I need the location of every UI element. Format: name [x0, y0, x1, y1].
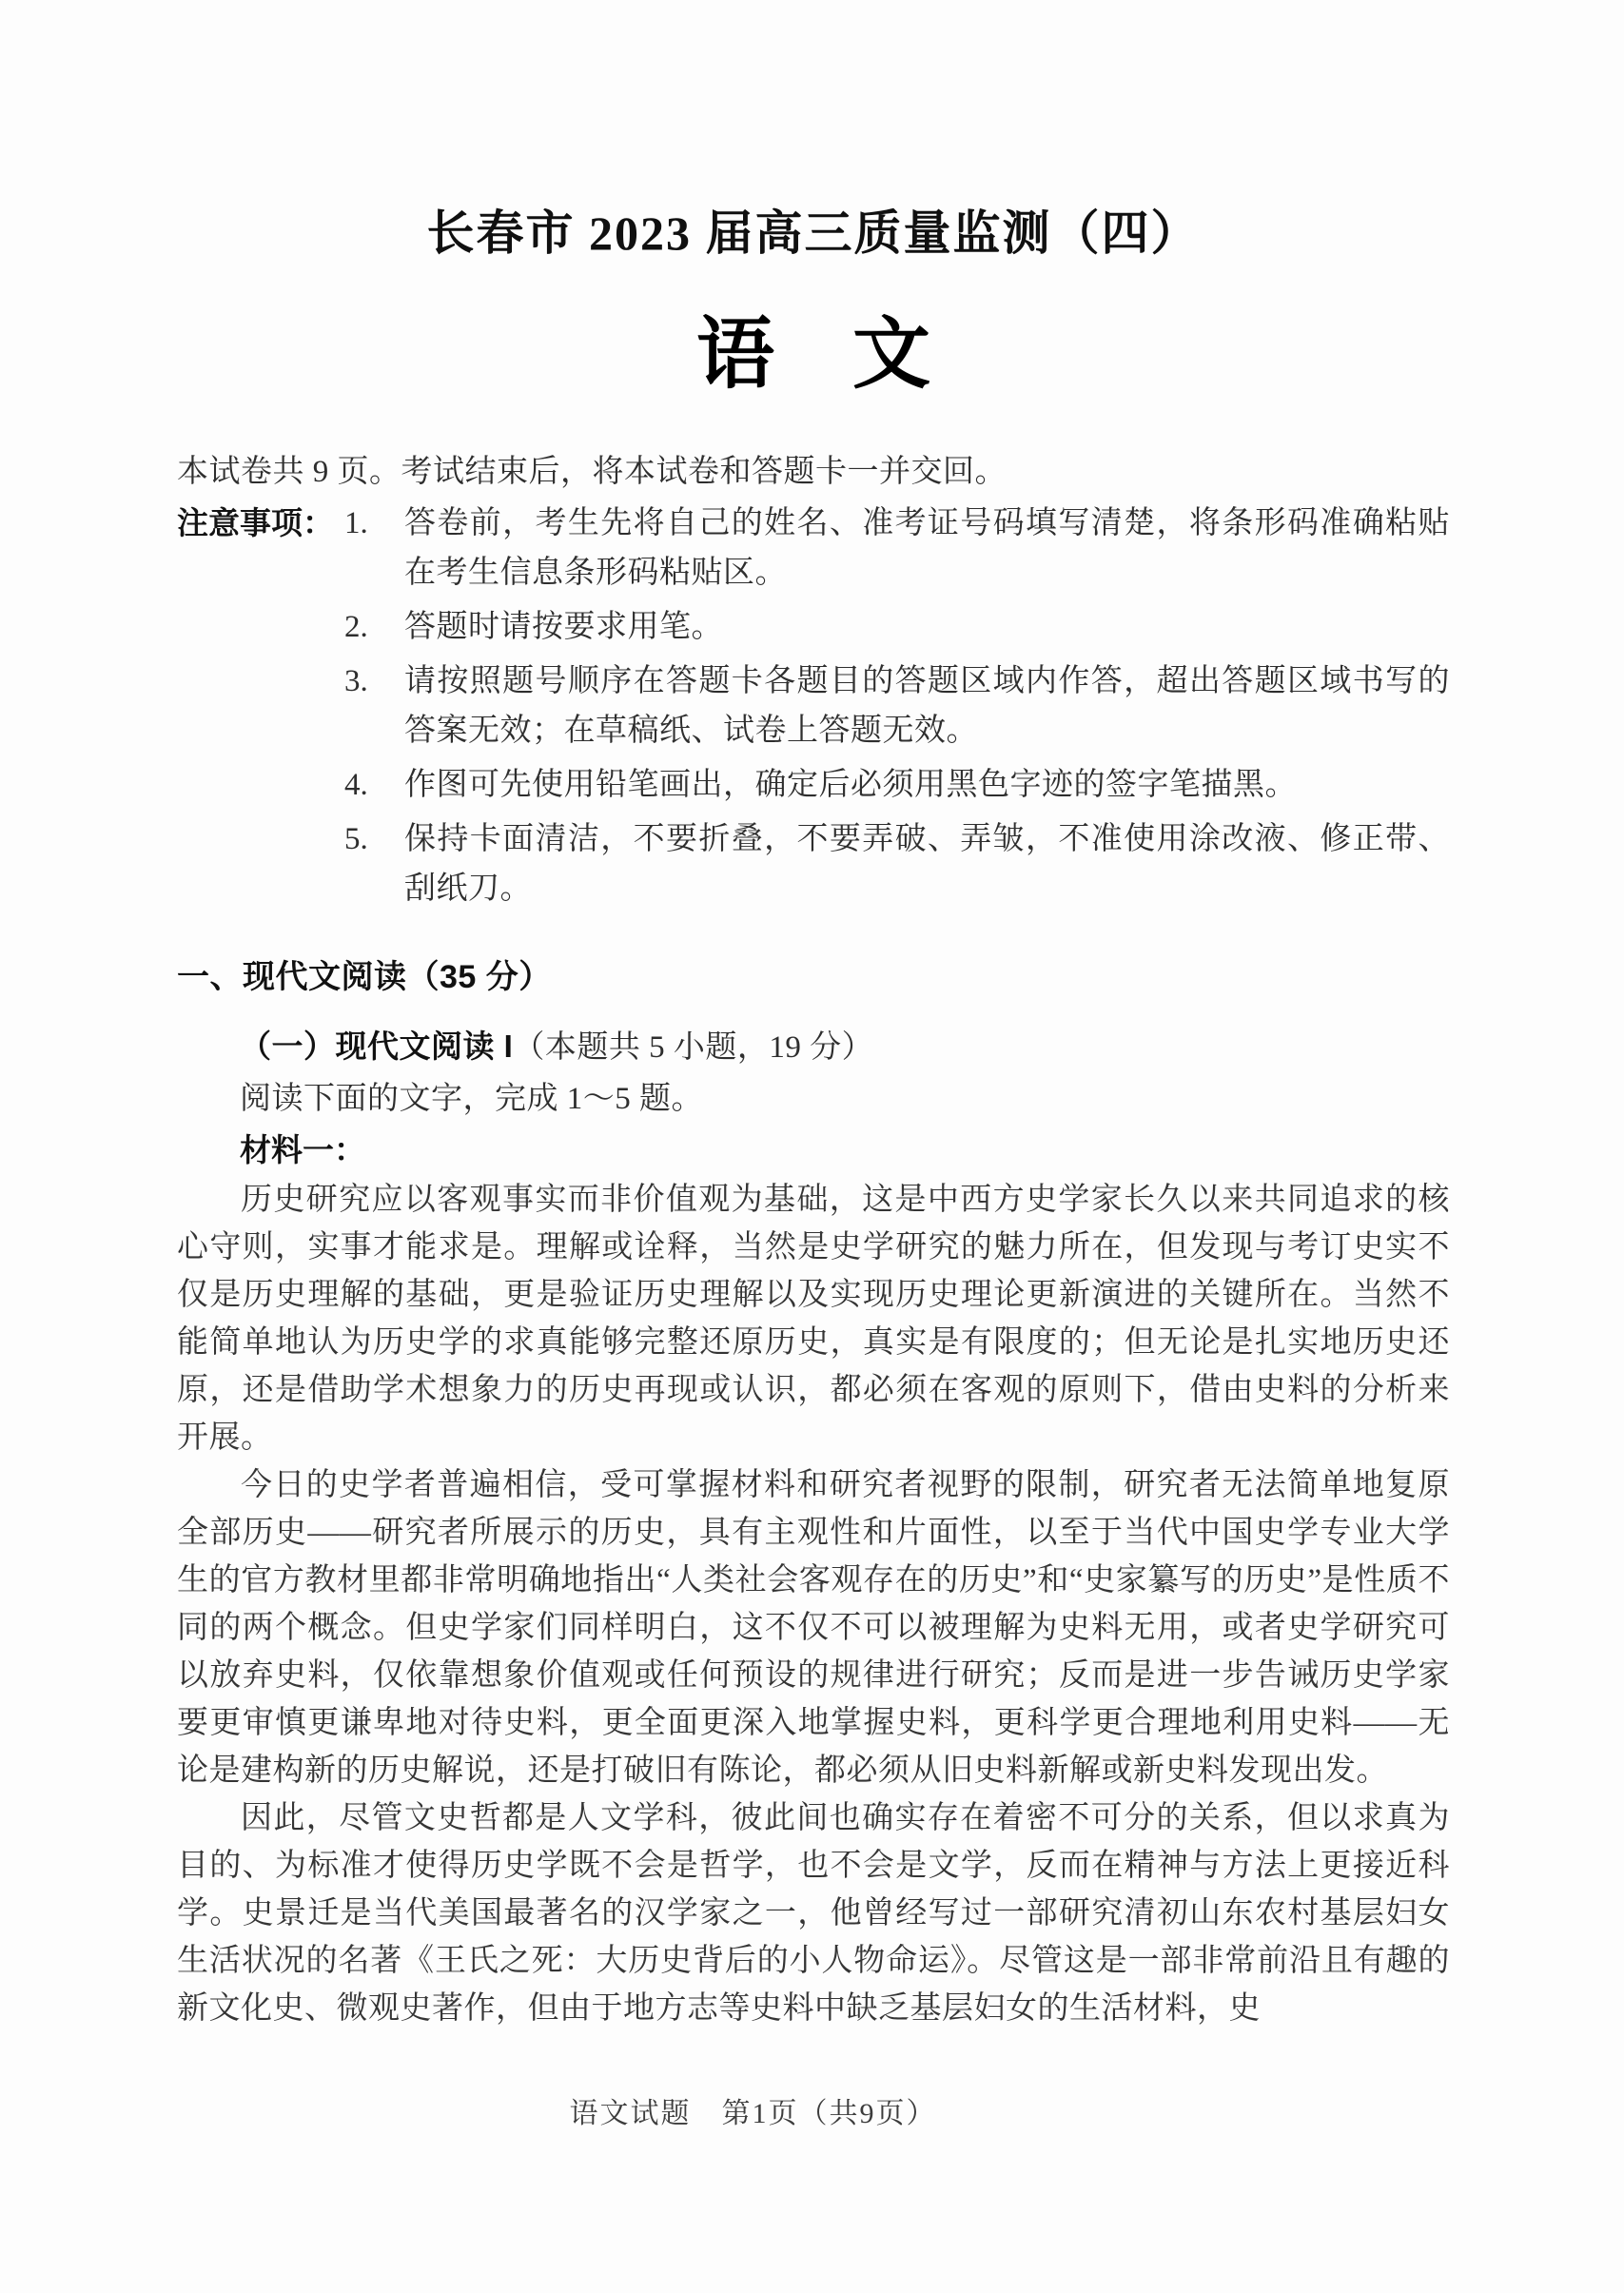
page-content	[177, 0, 1450, 2032]
subsection-heading-bold: （一）现代文阅读 I	[240, 1029, 514, 1064]
notice-item	[344, 814, 1450, 913]
notice-item	[344, 602, 1450, 652]
notice-number: 3.	[344, 664, 368, 698]
notice-item	[344, 657, 1450, 755]
notice-text: 答题时请按要求用笔。	[404, 610, 723, 644]
notice-label: 注意事项：	[177, 505, 334, 540]
material-one-label: 材料一：	[240, 1132, 365, 1167]
notice-text: 答卷前，考生先将自己的姓名、准考证号码填写清楚，将条形码准确粘贴在考生信息条形码粘贴区。	[404, 506, 1450, 590]
notice-number: 2.	[344, 610, 368, 644]
material-paragraph-2: 今日的史学者普遍相信，受可掌握材料和研究者视野的限制，研究者无法简单地复原全部历史——研究者所展示的历史，具有主观性和片面性，以至于当代中国史学专业大学生的官方教材里都非常明确地指出“人类社会客观存在的历史”和“史家纂写的历史”是性质不同的两个概念。但史学家们同样明白，这不仅不可以被理解为史料无用，或者史学研究可以放弃史料，仅依靠想象价值观或任何预设的规律进行研究；反而是进一步告诫历史学家要更审慎更谦卑地对待史料，更全面更深入地掌握史料，更科学更合理地利用史料——无论是建构新的历史解说，还是打破旧有陈论，都必须从旧史料新解或新史料发现出发。	[177, 1468, 1450, 1788]
reading-instruction: 阅读下面的文字，完成 1～5 题。	[240, 1082, 703, 1116]
notice-text: 请按照题号顺序在答题卡各题目的答题区域内作答，超出答题区域书写的答案无效；在草稿纸、试卷上答题无效。	[404, 664, 1450, 748]
notice-text: 保持卡面清洁，不要折叠，不要弄破、弄皱，不准使用涂改液、修正带、刮纸刀。	[404, 822, 1450, 906]
section-one-heading: 一、现代文阅读（35 分）	[177, 959, 552, 995]
notice-item	[344, 760, 1450, 810]
exam-title: 长春市 2023 届高三质量监测（四）	[426, 206, 1201, 260]
subject-title: 语 文	[695, 311, 930, 398]
page-footer: 语文试题 第1页（共9页）	[569, 2098, 937, 2129]
notice-number: 1.	[344, 506, 368, 540]
subsection-heading	[240, 1021, 1450, 1073]
intro-line: 本试卷共 9 页。考试结束后，将本试卷和答题卡一并交回。	[177, 455, 1007, 489]
subsection-heading-info: （本题共 5 小题，19 分）	[513, 1030, 874, 1065]
material-paragraph-3: 因此，尽管文史哲都是人文学科，彼此间也确实存在着密不可分的关系，但以求真为目的、为标准才使得历史学既不会是哲学，也不会是文学，反而在精神与方法上更接近科学。史景迁是当代美国最著名的汉学家之一，他曾经写过一部研究清初山东农村基层妇女生活状况的名著《王氏之死：大历史背后的小人物命运》。尽管这是一部非常前沿且有趣的新文化史、微观史著作，但由于地方志等史料中缺乏基层妇女的生活材料，史	[177, 1801, 1450, 2026]
notice-block	[177, 499, 1450, 918]
material-paragraph-1: 历史研究应以客观事实而非价值观为基础，这是中西方史学家长久以来共同追求的核心守则，实事才能求是。理解或诠释，当然是史学研究的魅力所在，但发现与考订史实不仅是历史理解的基础，更是验证历史理解以及实现历史理论更新演进的关键所在。当然不能简单地认为历史学的求真能够完整还原历史，真实是有限度的；但无论是扎实地历史还原，还是借助学术想象力的历史再现或认识，都必须在客观的原则下，借由史料的分析来开展。	[177, 1183, 1450, 1455]
notice-text: 作图可先使用铅笔画出，确定后必须用黑色字迹的签字笔描黑。	[404, 768, 1297, 802]
notice-items	[344, 499, 1450, 918]
notice-number: 4.	[344, 768, 368, 802]
notice-item	[344, 499, 1450, 598]
notice-number: 5.	[344, 822, 368, 856]
